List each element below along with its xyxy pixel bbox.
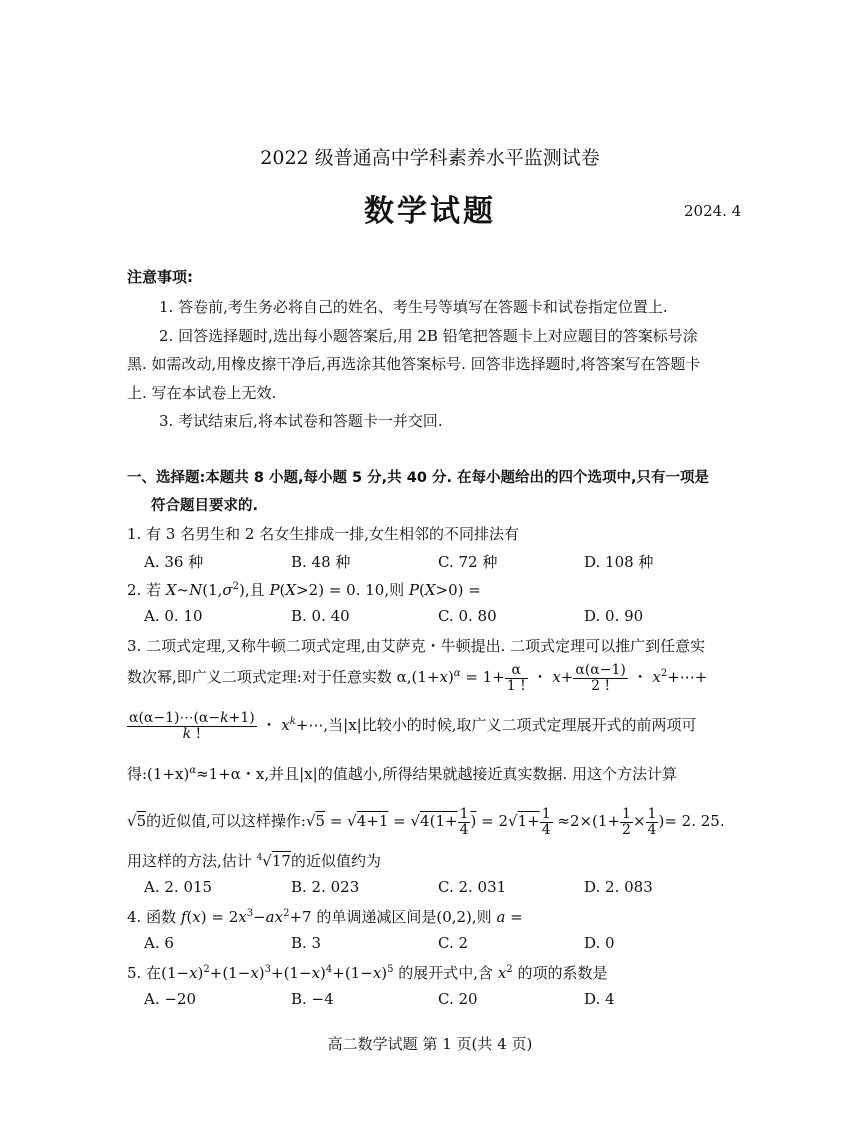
question-5-option-b: B. −4 (291, 990, 334, 1008)
question-2-stem: 2. 若 $X\sim N(1,\sigma^2)$,且 P(X>2) = 0. 10,则 P(X>0) = (127, 581, 481, 599)
page-footer: 高二数学试题 第 1 页(共 4 页) (327, 1035, 533, 1053)
question-3-option-a: A. 2. 015 (144, 878, 213, 896)
question-2-option-a: A. 0. 10 (144, 607, 203, 625)
question-3-line-1: 3. 二项式定理,又称牛顿二项式定理,由艾萨克・牛顿提出. 二项式定理可以推广到任意实 (127, 637, 706, 655)
question-1-option-c: C. 72 种 (438, 553, 498, 571)
notice-heading: 注意事项: (127, 268, 193, 286)
question-5-option-d: D. 4 (584, 990, 615, 1008)
question-3-option-b: B. 2. 023 (291, 878, 360, 896)
exam-date: 2024. 4 (684, 202, 742, 220)
question-4-stem: 4. 函数 $f(x) = 2x^3-ax^2+7$ 的单调递减区间是(0,2),则 a = (127, 908, 523, 926)
question-3-line-6: 用这样的方法,估计 $^4$√17的近似值约为 (127, 852, 381, 870)
question-1-option-b: B. 48 种 (291, 553, 351, 571)
notice-item-1: 1. 答卷前,考生务必将自己的姓名、考生号等填写在答题卡和试卷指定位置上. (159, 298, 668, 316)
question-3-line-5: √5的近似值,可以这样操作:√5 = √4+1 = √4(1+ $\frac{1}{4}$ ) = 2√1+ $\frac{1}{4}$ ≈2×(1+ $\frac{1}{2}$ × $\frac{1}{4}$ )= 2. 25. (127, 806, 725, 838)
question-2-option-c: C. 0. 80 (438, 607, 497, 625)
question-3-line-3: $\frac{\alpha(\alpha-1)\cdots(\alpha-k+1)}{k !}$ ・ $x^k+\cdots$,当|x|比较小的时候,取广义二项式定理展开式的前两项可 (129, 710, 697, 742)
question-1-stem: 1. 有 3 名男生和 2 名女生排成一排,女生相邻的不同排法有 (127, 525, 520, 543)
question-3-line-2: 数次幂,即广义二项式定理:对于任意实数 $\alpha,(1+x)^\alpha = 1+$ $\frac{\alpha}{1 !}$ ・ x+ $\frac{\alpha(\alpha-1)}{2 !}$ ・ $x^2+\cdots+$ (127, 662, 708, 694)
question-3-option-c: C. 2. 031 (438, 878, 507, 896)
question-5-option-a: A. −20 (144, 990, 197, 1008)
question-4-option-a: A. 6 (144, 934, 174, 952)
section-heading-line-1: 一、选择题:本题共 8 小题,每小题 5 分,共 40 分. 在每小题给出的四个选项中,只有一项是 (127, 470, 710, 486)
question-3-option-d: D. 2. 083 (584, 878, 653, 896)
question-4-option-d: D. 0 (584, 934, 615, 952)
exam-title: 数学试题 (364, 194, 496, 229)
notice-item-2-line-1: 2. 回答选择题时,选出每小题答案后,用 2B 铅笔把答题卡上对应题目的答案标号涂 (159, 327, 698, 345)
question-4-option-c: C. 2 (438, 934, 469, 952)
section-heading-line-2: 符合题目要求的. (151, 498, 259, 514)
question-3-line-4: 得$:(1+x)^\alpha\approx 1+\alpha$・x,并且|x|的值越小,所得结果就越接近真实数据. 用这个方法计算 (127, 765, 678, 783)
exam-subtitle: 2022 级普通高中学科素养水平监测试卷 (260, 147, 600, 169)
notice-item-2-line-2: 黑. 如需改动,用橡皮擦干净后,再选涂其他答案标号. 回答非选择题时,将答案写在答题卡 (127, 355, 701, 373)
question-1-option-a: A. 36 种 (144, 553, 204, 571)
question-1-option-d: D. 108 种 (584, 553, 654, 571)
question-5-option-c: C. 20 (438, 990, 478, 1008)
notice-item-2-line-3: 上. 写在本试卷上无效. (127, 384, 277, 402)
question-5-stem: 5. 在$(1-x)^2+(1-x)^3+(1-x)^4+(1-x)^5$ 的展开式中,含 $x^2$ 的项的系数是 (127, 964, 608, 982)
notice-item-3: 3. 考试结束后,将本试卷和答题卡一并交回. (159, 412, 443, 430)
question-2-option-b: B. 0. 40 (291, 607, 350, 625)
question-4-option-b: B. 3 (291, 934, 322, 952)
question-2-option-d: D. 0. 90 (584, 607, 644, 625)
